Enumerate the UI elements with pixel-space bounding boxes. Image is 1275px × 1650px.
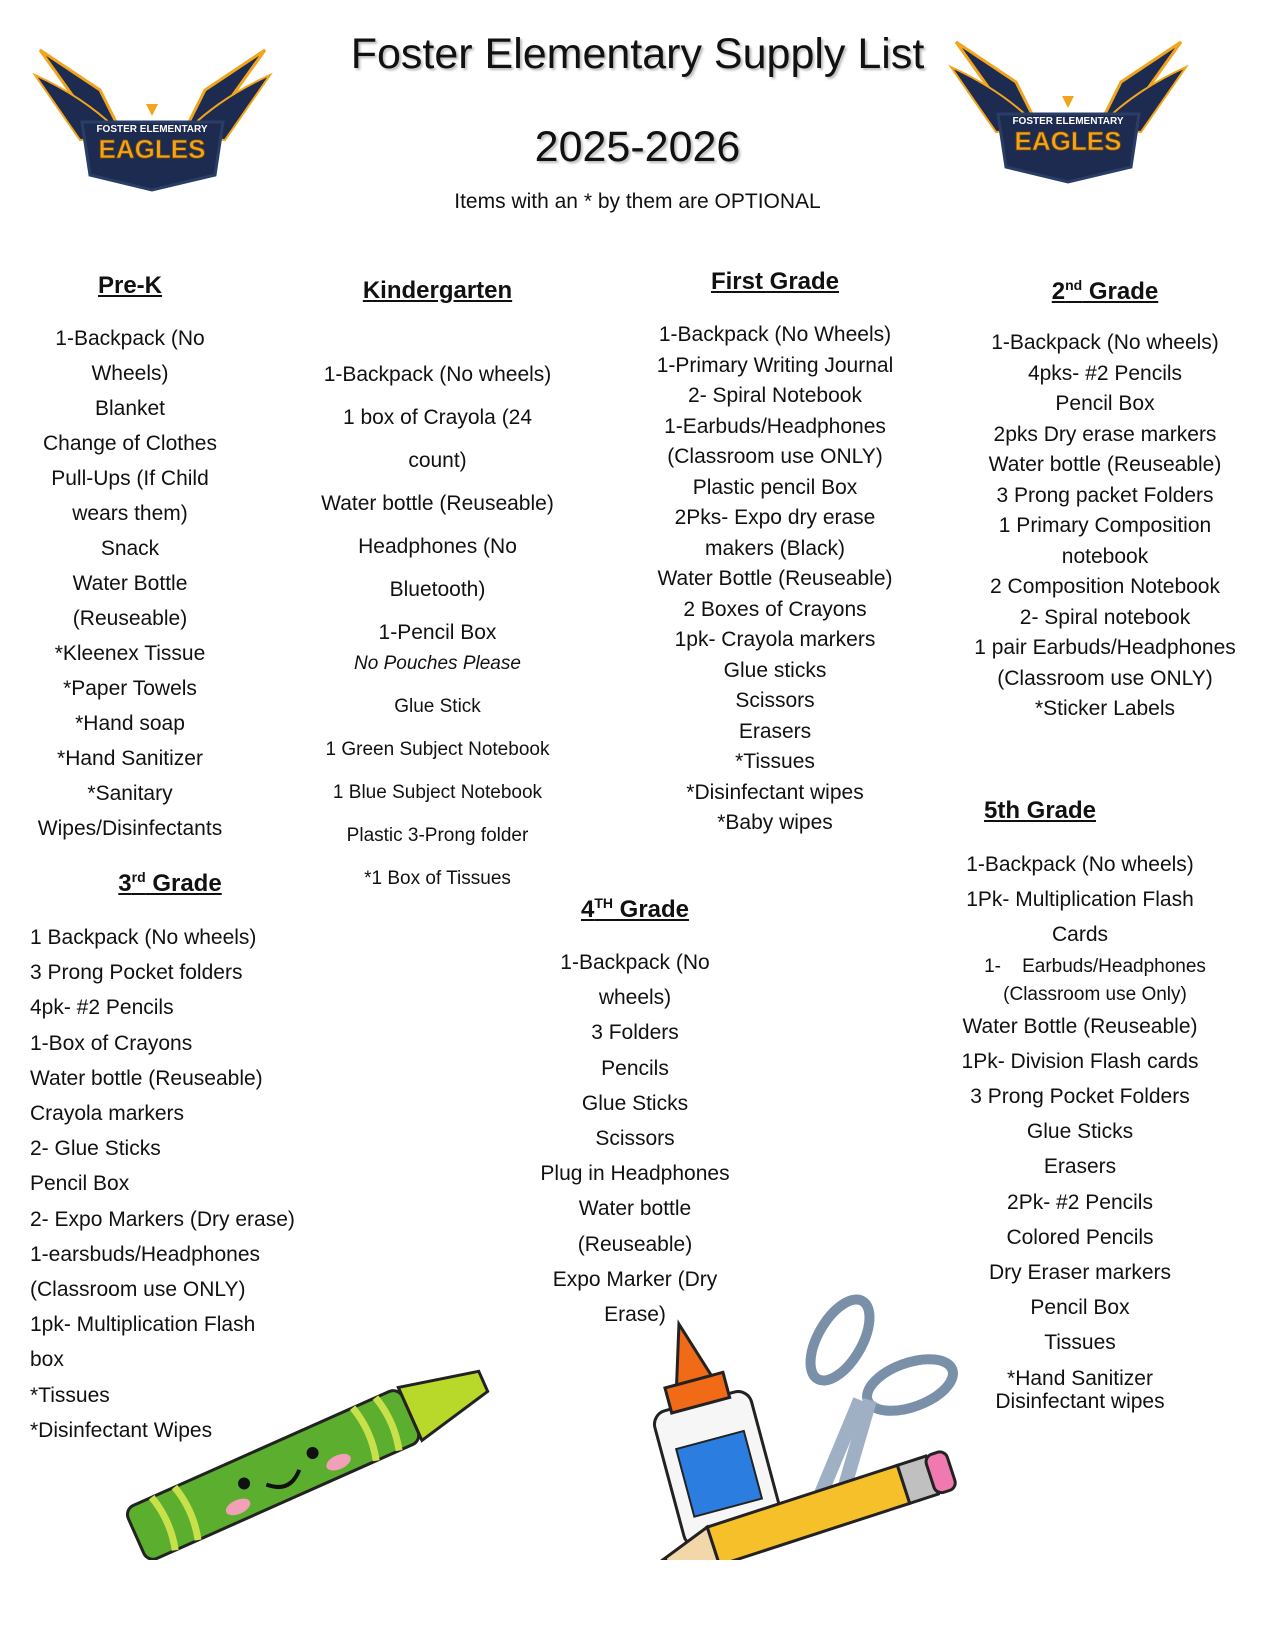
list-item: 1-Backpack (No Wheels) (658, 323, 892, 346)
list-item: (Classroom use ONLY) (30, 1278, 246, 1302)
fourth-grade-heading (520, 895, 750, 924)
list-item: Crayola markers (30, 1102, 185, 1126)
list-item: (Classroom use ONLY) (997, 666, 1213, 690)
list-item: 1-Backpack (No wheels) (966, 853, 1194, 876)
list-item: (Reuseable) (577, 1232, 693, 1256)
list-item: *Hand soap (75, 712, 185, 735)
list-item: 2pks Dry erase markers (993, 422, 1217, 446)
heading-rest: Grade (1082, 278, 1159, 305)
list-item: Headphones (No (358, 535, 517, 558)
list-item: Erasers (1043, 1155, 1117, 1179)
list-item: Snack (100, 537, 160, 560)
list-item: 2- Expo Markers (Dry erase) (30, 1207, 295, 1231)
list-item: 1 Primary Composition (998, 514, 1212, 537)
fifth-grade-heading: 5th Grade (983, 797, 1097, 824)
fifth-last-item: Disinfectant wipes (995, 1390, 1165, 1413)
heading-rest: Grade (145, 870, 222, 897)
list-item: 2- Glue Sticks (30, 1137, 161, 1161)
list-item: 4pks- #2 Pencils (1027, 361, 1183, 385)
list-item: Water Bottle (Reuseable) (962, 1014, 1198, 1038)
list-item: 2 Composition Notebook (990, 575, 1220, 598)
list-item: *Sticker Labels (1034, 697, 1176, 720)
list-item: Colored Pencils (1006, 1225, 1154, 1249)
list-item: 3 Prong Pocket folders (30, 961, 243, 985)
heading-num: 4 (580, 896, 595, 923)
fifth-grade-list (930, 847, 1230, 1396)
kindergarten-heading: Kindergarten (362, 277, 513, 304)
list-item: 1Pk- Multiplication Flash (966, 888, 1194, 912)
logo-text-top: FOSTER ELEMENTARY (1012, 116, 1124, 127)
list-item: *Hand Sanitizer (57, 747, 203, 770)
list-item: 1-earsbuds/Headphones (30, 1242, 260, 1266)
list-item: *Tissues (735, 750, 815, 773)
heading-sup: TH (594, 895, 613, 911)
list-item: *Kleenex Tissue (54, 642, 206, 665)
list-item: *Baby wipes (717, 811, 833, 834)
list-item: Expo Marker (Dry (552, 1267, 718, 1291)
list-item: Scissors (735, 689, 815, 712)
list-item: 1-Pencil Box (378, 621, 497, 644)
list-item: Water bottle (578, 1197, 692, 1221)
logo-text-main: EAGLES (1014, 126, 1122, 156)
list-item: 1 box of Crayola (24 (342, 406, 533, 429)
list-item: 3 Prong packet Folders (996, 483, 1214, 507)
list-item: 2 Boxes of Crayons (683, 597, 867, 621)
list-item: 1-Backpack (No (560, 951, 710, 974)
list-item: Glue Sticks (1026, 1120, 1134, 1144)
list-item: count) (408, 449, 467, 472)
list-item: Water bottle (Reuseable) (30, 1066, 263, 1090)
list-item: Plug in Headphones (540, 1162, 730, 1186)
list-item: (Reuseable) (72, 607, 188, 630)
list-item: Pencils (601, 1056, 669, 1080)
list-item: Pencil Box (30, 1172, 130, 1196)
list-item: Change of Clothes (43, 432, 217, 455)
kindergarten-list (290, 360, 585, 907)
page-title: Foster Elementary Supply List (350, 30, 925, 78)
second-grade-heading (955, 277, 1255, 306)
list-item: 1 pair Earbuds/Headphones (974, 636, 1236, 659)
list-item: *Disinfectant wipes (686, 780, 864, 804)
fourth-grade-list (505, 945, 765, 1332)
list-item: *Sanitary (87, 782, 173, 805)
list-item: 1Pk- Division Flash cards (961, 1049, 1199, 1073)
list-item: *Hand Sanitizer (1007, 1366, 1153, 1390)
list-item: 1 Green Subject Notebook (325, 739, 550, 760)
list-item: Cards (1051, 923, 1109, 947)
list-item: (Classroom use Only) (1003, 983, 1187, 1005)
list-item: 1 Blue Subject Notebook (332, 782, 543, 803)
list-item: Erasers (738, 719, 812, 743)
list-item: 1-Backpack (No wheels) (323, 363, 552, 386)
list-item: 1-Earbuds/Headphones (664, 414, 886, 438)
list-item: 1-Box of Crayons (30, 1031, 193, 1055)
second-grade-list (945, 328, 1265, 725)
list-item: 2- Spiral Notebook (688, 384, 862, 407)
pouch-note: No Pouches Please (354, 653, 521, 674)
prek-list (10, 321, 250, 846)
list-item: Dry Eraser markers (988, 1261, 1172, 1285)
list-item: Pencil Box (1055, 392, 1155, 415)
third-grade-heading (60, 869, 280, 898)
list-item: Pencil Box (1030, 1296, 1130, 1320)
list-item: 1-Backpack (No (55, 327, 205, 350)
list-item: box (30, 1348, 64, 1372)
heading-sup: nd (1065, 277, 1083, 293)
list-item: Erase) (604, 1303, 666, 1327)
crayon-clipart (88, 1350, 528, 1560)
first-grade-heading: First Grade (710, 268, 840, 295)
list-item: 2Pk- #2 Pencils (1007, 1190, 1153, 1214)
list-item: (Classroom use ONLY) (667, 445, 883, 468)
list-item: Wipes/Disinfectants (37, 817, 223, 840)
list-item: 2Pks- Expo dry erase (674, 506, 876, 529)
list-item: Pull-Ups (If Child (51, 467, 209, 490)
list-item: 1-Backpack (No wheels) (991, 331, 1219, 354)
school-supplies-clipart (630, 1290, 960, 1560)
list-item: 1- Earbuds/Headphones (984, 955, 1206, 977)
list-item: wheels) (598, 986, 672, 1010)
list-item: Bluetooth) (389, 578, 486, 601)
list-item: 1pk- Multiplication Flash (30, 1313, 256, 1337)
logo-text-top: FOSTER ELEMENTARY (96, 124, 208, 135)
list-item: notebook (1061, 544, 1149, 568)
school-year: 2025-2026 (534, 123, 741, 171)
list-item: Water Bottle (72, 572, 188, 595)
heading-rest: Grade (613, 896, 690, 923)
list-item: 4pk- #2 Pencils (30, 996, 174, 1020)
list-item: 3 Prong Pocket Folders (970, 1085, 1190, 1109)
list-item: Water bottle (Reuseable) (988, 453, 1222, 476)
heading-sup: rd (131, 869, 146, 885)
first-grade-list (630, 320, 920, 839)
list-item: Wheels) (91, 362, 169, 385)
list-item: Plastic 3-Prong folder (346, 825, 529, 846)
logo-text-main: EAGLES (98, 134, 206, 164)
list-item: wears them) (72, 502, 188, 525)
list-item: 1-Primary Writing Journal (656, 353, 894, 377)
heading-num: 3 (118, 870, 132, 897)
list-item: Plastic pencil Box (692, 475, 858, 499)
list-item: Glue Stick (394, 696, 481, 717)
list-item: makers (Black) (704, 536, 846, 560)
list-item: *Tissues (30, 1383, 110, 1407)
list-item: Glue sticks (723, 658, 827, 682)
list-item: Glue Sticks (581, 1091, 689, 1115)
heading-num: 2 (1051, 278, 1066, 305)
list-item: *1 Box of Tissues (364, 868, 511, 889)
list-item: Tissues (1044, 1331, 1116, 1355)
list-item: 3 Folders (591, 1021, 679, 1045)
prek-heading: Pre-K (97, 272, 163, 299)
list-item: *Disinfectant Wipes (30, 1418, 213, 1442)
list-item: 1pk- Crayola markers (674, 628, 876, 651)
list-item: Water bottle (Reuseable) (321, 492, 554, 515)
list-item: 2- Spiral notebook (1019, 605, 1191, 629)
list-item: 1 Backpack (No wheels) (30, 926, 257, 949)
list-item: Blanket (94, 397, 166, 420)
list-item: *Paper Towels (63, 677, 197, 700)
list-item: Water Bottle (Reuseable) (657, 567, 893, 590)
optional-note: Items with an * by them are OPTIONAL (454, 190, 821, 213)
list-item: Scissors (595, 1127, 675, 1151)
